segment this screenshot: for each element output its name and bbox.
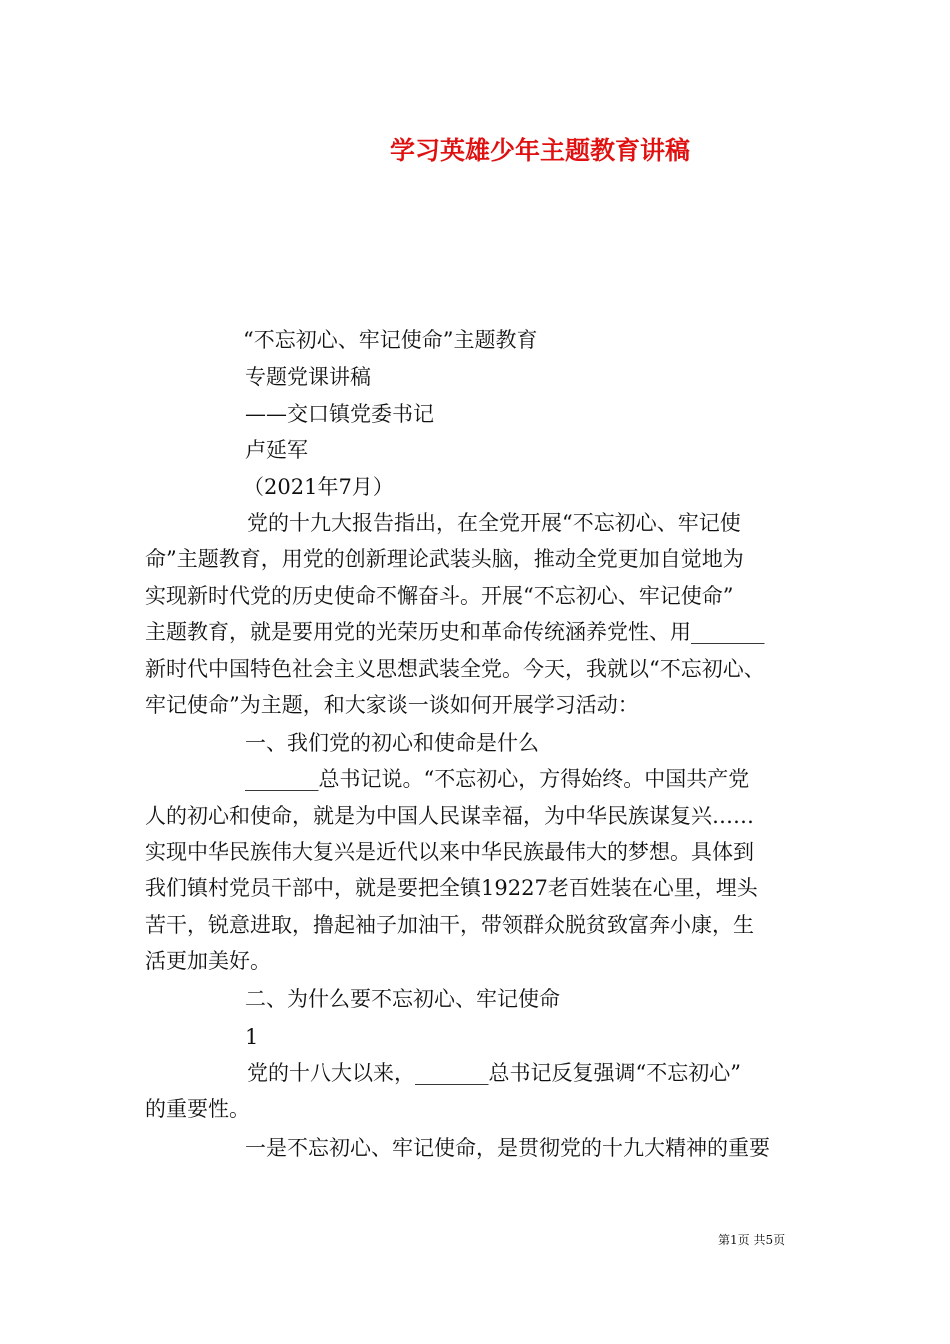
paragraph-line: _______总书记说。“不忘初心，方得始终。中国共产党 [245,767,750,791]
paragraph-line: 牢记使命”为主题，和大家谈一谈如何开展学习活动： [145,693,639,717]
paragraph-line: 的重要性。 [145,1097,250,1121]
paragraph-line: 命”主题教育，用党的创新理论武装头脑，推动全党更加自觉地为 [145,547,744,571]
subtitle-line: “不忘初心、牢记使命”主题教育 [243,328,538,352]
paragraph-line: 我们镇村党员干部中，就是要把全镇19227老百姓装在心里，埋头 [145,876,758,900]
page-footer: 第1页 共5页 [718,1233,786,1247]
paragraph-line: 党的十八大以来，_______总书记反复强调“不忘初心” [247,1061,741,1085]
page-title: 学习英雄少年主题教育讲稿 [389,136,690,165]
paragraph-line: 党的十九大报告指出，在全党开展“不忘初心、牢记使 [247,511,741,535]
author-line: ——交口镇党委书记 [245,402,434,426]
date-line: （2021年7月） [243,475,394,499]
list-number: 1 [245,1025,259,1049]
subtitle-line: 专题党课讲稿 [245,365,371,389]
paragraph-line: 实现新时代党的历史使命不懈奋斗。开展“不忘初心、牢记使命” [145,584,734,608]
paragraph-line: 活更加美好。 [145,949,271,973]
paragraph-line: 人的初心和使命，就是为中国人民谋幸福，为中华民族谋复兴…… [145,804,754,828]
paragraph-line: 苦干，锐意进取，撸起袖子加油干，带领群众脱贫致富奔小康，生 [145,913,754,937]
paragraph-line: 新时代中国特色社会主义思想武装全党。今天，我就以“不忘初心、 [145,657,765,681]
paragraph-line: 一是不忘初心、牢记使命，是贯彻党的十九大精神的重要 [245,1136,770,1160]
paragraph-line: 主题教育，就是要用党的光荣历史和革命传统涵养党性、用_______ [145,620,765,644]
paragraph-line: 实现中华民族伟大复兴是近代以来中华民族最伟大的梦想。具体到 [145,840,754,864]
section-heading: 二、为什么要不忘初心、牢记使命 [245,987,560,1011]
author-name: 卢延军 [245,438,308,462]
section-heading: 一、我们党的初心和使命是什么 [245,731,539,755]
